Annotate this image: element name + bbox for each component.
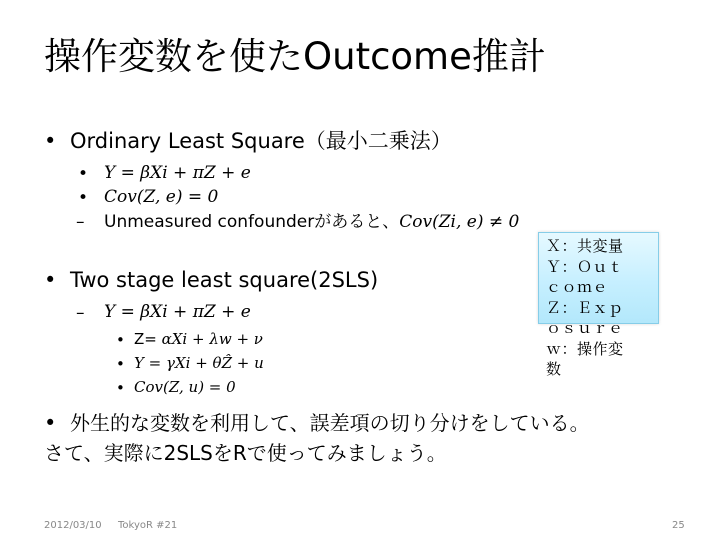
footer-date: 2012/03/10 — [44, 520, 102, 531]
first-stage-prefix: Z= — [134, 330, 162, 348]
legend-callout-text: Ｘ：共変量 Ｙ：Ｏｕｔ ｃｏｍｅ Ｚ：Ｅｘｐ ｏｓｕｒｅ ｗ：操作変 数 — [546, 237, 624, 378]
dash-marker: – — [76, 303, 85, 323]
equation-cov-ze: Cov(Z, e) = 0 — [104, 187, 219, 207]
equation-second-stage: Y = γXi + θẐ + u — [134, 354, 264, 372]
first-stage-math: αXi + λw + ν — [161, 330, 263, 348]
bullet-marker: • — [116, 379, 125, 397]
bullet-marker: • — [44, 129, 57, 153]
bullet-marker: • — [44, 268, 57, 292]
confounder-text: Unmeasured confounderがあると、 — [104, 212, 400, 232]
bullet-marker: • — [78, 188, 89, 208]
page-number: 25 — [672, 520, 685, 531]
footer-event: TokyoR #21 — [118, 520, 178, 531]
bullet-marker: • — [78, 164, 89, 184]
bullet-marker: • — [116, 331, 125, 349]
bullet-marker: • — [44, 411, 57, 435]
confounder-note — [104, 211, 519, 233]
dash-marker: – — [76, 212, 85, 232]
equation-cov-zi-e: Cov(Zi, e) ≠ 0 — [399, 212, 520, 232]
equation-2sls-model: Y = βXi + πZ + e — [104, 302, 251, 322]
conclusion-line-2: さて、実際に2SLSをRで使ってみましょう。 — [44, 441, 447, 465]
slide-title-text: 操作変数を使たOutcome推計 — [44, 35, 546, 78]
bullet-ols: Ordinary Least Square（最小二乗法） — [70, 129, 452, 153]
conclusion-line-1: 外生的な変数を利用して、誤差項の切り分けをしている。 — [70, 411, 590, 435]
equation-cov-zu: Cov(Z, u) = 0 — [134, 378, 236, 396]
bullet-marker: • — [116, 355, 125, 373]
equation-first-stage — [134, 329, 263, 349]
bullet-2sls: Two stage least square(2SLS) — [70, 268, 379, 292]
equation-ols-model: Y = βXi + πZ + e — [104, 163, 251, 183]
